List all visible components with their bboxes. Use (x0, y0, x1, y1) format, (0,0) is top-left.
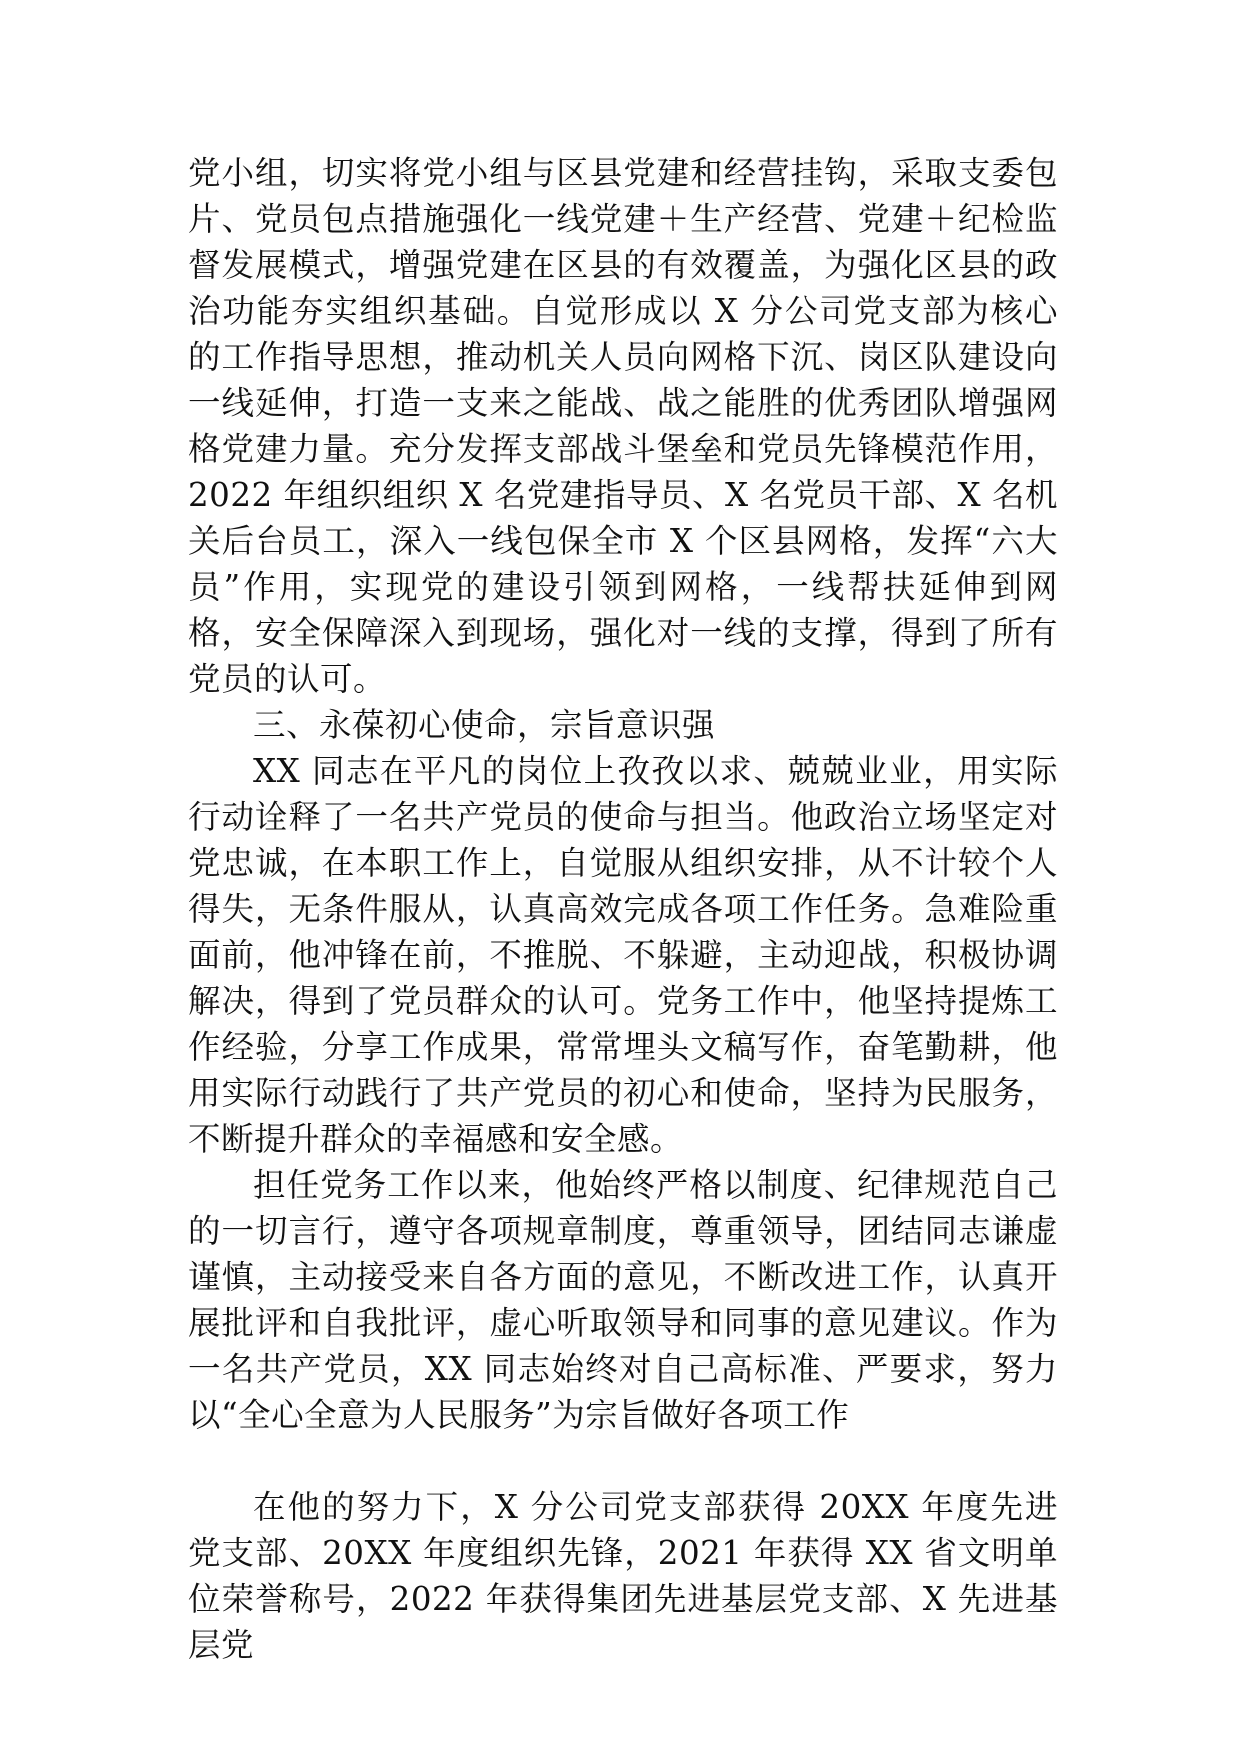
section-heading-3: 三、永葆初心使命，宗旨意识强 (253, 706, 716, 744)
paragraph-gap (188, 1438, 1058, 1484)
paragraph-mission: XX 同志在平凡的岗位上孜孜以求、兢兢业业，用实际行动诠释了一名共产党员的使命与担当。他政治立场坚定对党忠诚，在本职工作上，自觉服从组织安排，从不计较个人得失，无条件服从，认真高效完成各项工作任务。急难险重面前，他冲锋在前，不推脱、不躲避，主动迎战，积极协调解决，得到了党员群众的认可。党务工作中，他坚持提炼工作经验，分享工作成果，常常埋头文稿写作，奋笔勤耕，他用实际行动践行了共产党员的初心和使命，坚持为民服务，不断提升群众的幸福感和安全感。 (188, 752, 1058, 1158)
paragraph-party-groups: 党小组，切实将党小组与区县党建和经营挂钩，采取支委包片、党员包点措施强化一线党建＋生产经营、党建＋纪检监督发展模式，增强党建在区县的有效覆盖，为强化区县的政治功能夯实组织基础。自觉形成以 X 分公司党支部为核心的工作指导思想，推动机关人员向网格下沉、岗区队建设向一线延伸，打造一支来之能战、战之能胜的优秀团队增强网格党建力量。充分发挥支部战斗堡垒和党员先锋模范作用，2022 年组织组织 X 名党建指导员、X 名党员干部、X 名机关后台员工，深入一线包保全市 X 个区县网格，发挥“六大员”作用，实现党的建设引领到网格，一线帮扶延伸到网格，安全保障深入到现场，强化对一线的支撑，得到了所有党员的认可。 (188, 154, 1058, 698)
paragraph-honors: 在他的努力下，X 分公司党支部获得 20XX 年度先进党支部、20XX 年度组织先锋，2021 年获得 XX 省文明单位荣誉称号，2022 年获得集团先进基层党支部、X 先进基层党 (188, 1488, 1058, 1664)
document-body (188, 150, 1058, 1668)
paragraph-discipline: 担任党务工作以来，他始终严格以制度、纪律规范自己的一切言行，遵守各项规章制度，尊重领导，团结同志谦虚谨慎，主动接受来自各方面的意见，不断改进工作，认真开展批评和自我批评，虚心听取领导和同事的意见建议。作为一名共产党员，XX 同志始终对自己高标准、严要求，努力以“全心全意为人民服务”为宗旨做好各项工作 (188, 1166, 1058, 1434)
